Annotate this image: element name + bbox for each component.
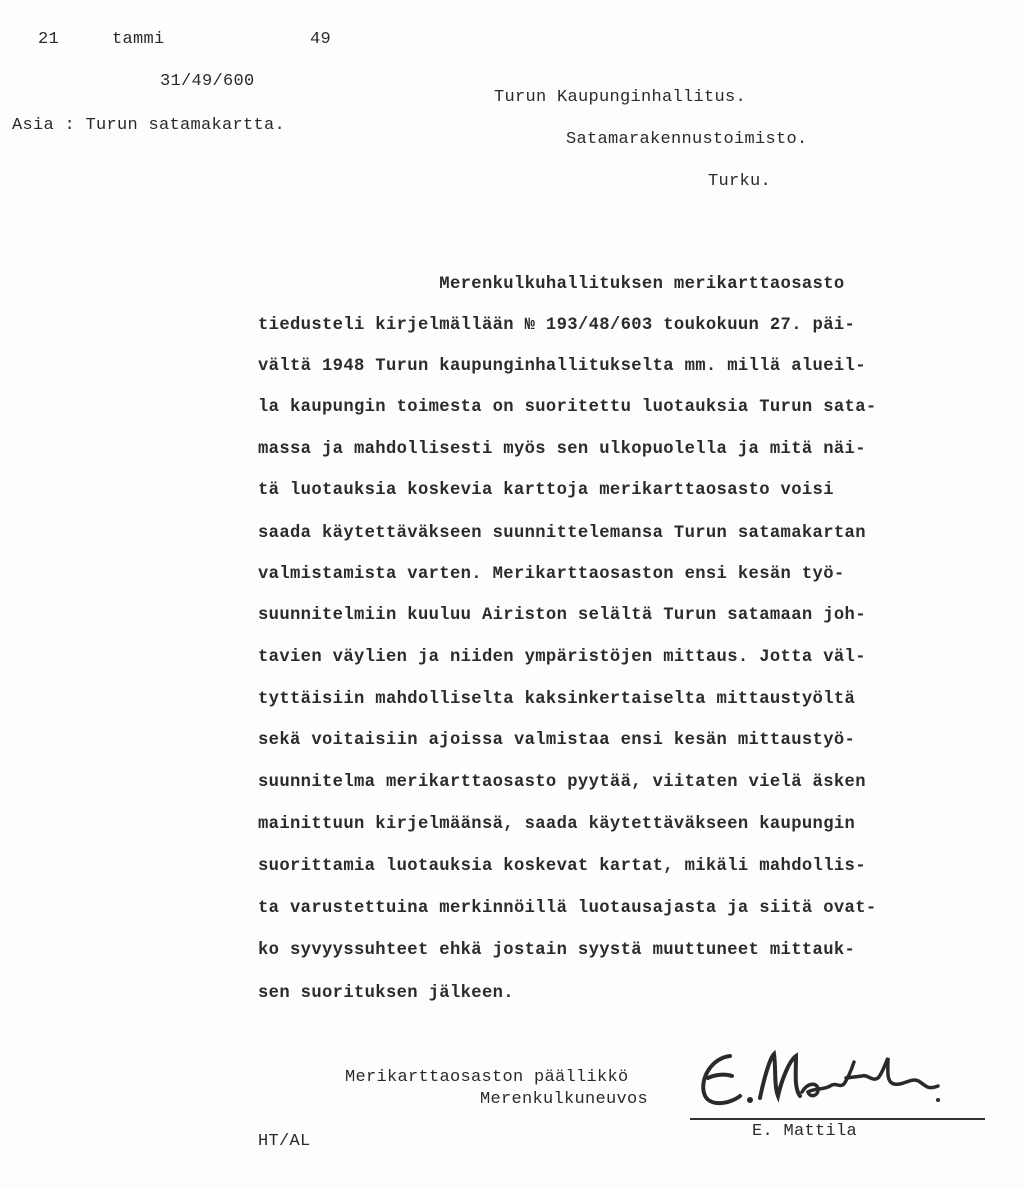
typist-initials: HT/AL xyxy=(258,1132,311,1151)
recipient-line-3: Turku. xyxy=(708,172,772,191)
body-line: valmistamista varten. Merikarttaosaston ensi kesän työ- xyxy=(258,565,845,584)
body-line: sekä voitaisiin ajoissa valmistaa ensi kesän mittaustyö- xyxy=(258,731,856,750)
reference-number: 31/49/600 xyxy=(160,72,255,91)
body-line: massa ja mahdollisesti myös sen ulkopuolella ja mitä näi- xyxy=(258,440,866,459)
recipient-line-2: Satamarakennustoimisto. xyxy=(566,130,808,149)
body-line: tavien väylien ja niiden ympäristöjen mittaus. Jotta väl- xyxy=(258,648,866,667)
date-year: 49 xyxy=(310,30,332,49)
signature-dot xyxy=(747,1097,753,1103)
body-line: Merenkulkuhallituksen merikarttaosasto xyxy=(258,275,845,294)
signature-title-2: Merenkulkuneuvos xyxy=(480,1090,649,1109)
handwritten-signature xyxy=(690,1038,960,1118)
signature-line xyxy=(690,1118,985,1120)
body-line: suunnitelma merikarttaosasto pyytää, viitaten vielä äsken xyxy=(258,773,866,792)
signatory-name: E. Mattila xyxy=(752,1122,858,1141)
subject-line: Asia : Turun satamakartta. xyxy=(12,116,286,135)
body-line: tä luotauksia koskevia karttoja merikarttaosasto voisi xyxy=(258,481,834,500)
signature-stroke xyxy=(760,1054,800,1098)
body-line: suunnitelmiin kuuluu Airiston selältä Turun satamaan joh- xyxy=(258,606,866,625)
signature-stroke xyxy=(802,1058,938,1096)
body-line: la kaupungin toimesta on suoritettu luotauksia Turun sata- xyxy=(258,398,877,417)
date-day: 21 xyxy=(38,30,60,49)
date-month: tammi xyxy=(112,30,165,49)
body-line: sen suorituksen jälkeen. xyxy=(258,984,514,1003)
signature-title-1: Merikarttaosaston päällikkö xyxy=(345,1068,629,1087)
signature-stroke xyxy=(703,1056,740,1103)
body-line: tiedusteli kirjelmällään № 193/48/603 toukokuun 27. päi- xyxy=(258,316,856,335)
body-line: tyttäisiin mahdolliselta kaksinkertaiselta mittaustyöltä xyxy=(258,690,856,709)
body-line: saada käytettäväkseen suunnittelemansa Turun satamakartan xyxy=(258,524,866,543)
body-line: suorittamia luotauksia koskevat kartat, mikäli mahdollis- xyxy=(258,857,866,876)
signature-dot xyxy=(936,1098,940,1102)
body-line: vältä 1948 Turun kaupunginhallitukselta mm. millä alueil- xyxy=(258,357,866,376)
signature-handwritten-text: E. Mattila xyxy=(690,1038,697,1039)
body-line: mainittuun kirjelmäänsä, saada käytettäväkseen kaupungin xyxy=(258,815,856,834)
body-line: ko syvyyssuhteet ehkä jostain syystä muuttuneet mittauk- xyxy=(258,941,856,960)
recipient-line-1: Turun Kaupunginhallitus. xyxy=(494,88,747,107)
body-line: ta varustettuina merkinnöillä luotausajasta ja siitä ovat- xyxy=(258,899,877,918)
